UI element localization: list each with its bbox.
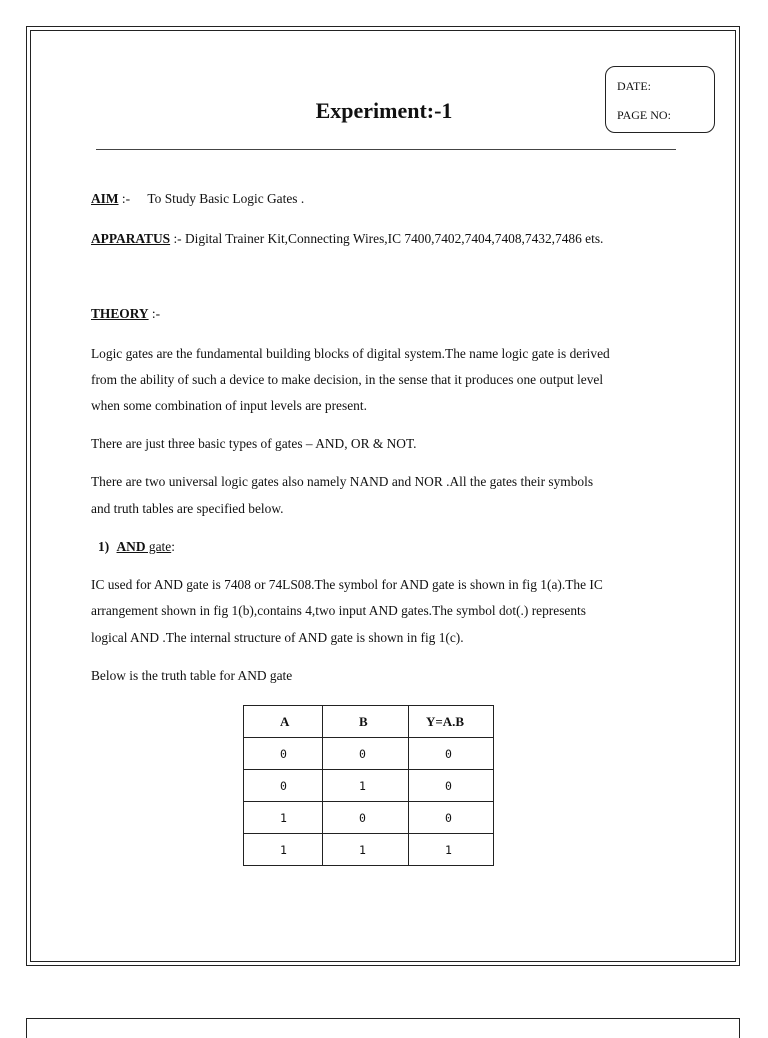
title-divider <box>96 149 676 150</box>
and-label: AND <box>116 539 146 554</box>
table-row <box>244 738 494 770</box>
theory-p1-line3: when some combination of input levels are present. <box>91 398 367 413</box>
theory-heading <box>91 306 691 322</box>
table-cell: 0 <box>409 802 494 834</box>
table-cell: 1 <box>244 802 323 834</box>
and-label-rest: gate <box>145 539 172 554</box>
theory-p1-line1: Logic gates are the fundamental building blocks of digital system.The name logic gate is derived <box>91 346 610 361</box>
and-truth-table <box>243 705 494 866</box>
theory-sep: :- <box>148 306 161 321</box>
aim-label: AIM <box>91 191 119 206</box>
apparatus-label: APPARATUS <box>91 231 171 246</box>
and-gate-heading <box>98 539 698 555</box>
table-header-b: B <box>323 706 409 738</box>
theory-p3-line2: and truth tables are specified below. <box>91 501 284 516</box>
and-p-line2: arrangement shown in fig 1(b),contains 4,two input AND gates.The symbol dot(.) represents <box>91 603 586 618</box>
table-cell: 0 <box>323 738 409 770</box>
theory-label: THEORY <box>91 306 149 321</box>
table-cell: 1 <box>323 834 409 866</box>
table-row <box>244 802 494 834</box>
theory-p2: There are just three basic types of gates – AND, OR & NOT. <box>91 436 417 451</box>
table-cell: 1 <box>244 834 323 866</box>
table-header-row <box>244 706 494 738</box>
and-section-number: 1) <box>98 539 110 554</box>
table-cell: 1 <box>409 834 494 866</box>
apparatus-line <box>91 231 691 247</box>
truth-table-caption: Below is the truth table for AND gate <box>91 668 293 683</box>
aim-sep: :- <box>118 191 131 206</box>
theory-p1-line2: from the ability of such a device to make decision, in the sense that it produces one output level <box>91 372 604 387</box>
table-header-y: Y=A.B <box>409 706 494 738</box>
page-title: Experiment:-1 <box>315 98 453 123</box>
page-no-label: PAGE NO: <box>617 108 671 122</box>
aim-line <box>91 191 691 207</box>
table-cell: 0 <box>244 738 323 770</box>
and-p-line1: IC used for AND gate is 7408 or 74LS08.The symbol for AND gate is shown in fig 1(a).The IC <box>91 577 603 592</box>
table-header-a: A <box>244 706 323 738</box>
date-label: DATE: <box>617 79 651 93</box>
table-cell: 0 <box>323 802 409 834</box>
table-row <box>244 770 494 802</box>
table-cell: 1 <box>323 770 409 802</box>
table-cell: 0 <box>244 770 323 802</box>
table-cell: 0 <box>409 770 494 802</box>
theory-p3-line1: There are two universal logic gates also namely NAND and NOR .All the gates their symbols <box>91 474 594 489</box>
table-cell: 0 <box>409 738 494 770</box>
and-p-line3: logical AND .The internal structure of AND gate is shown in fig 1(c). <box>91 630 464 645</box>
and-colon: : <box>171 539 175 554</box>
apparatus-text: :- Digital Trainer Kit,Connecting Wires,IC 7400,7402,7404,7408,7432,7486 ets. <box>170 231 604 246</box>
table-row <box>244 834 494 866</box>
next-page-border <box>26 1018 740 1038</box>
aim-text: To Study Basic Logic Gates . <box>147 191 305 206</box>
